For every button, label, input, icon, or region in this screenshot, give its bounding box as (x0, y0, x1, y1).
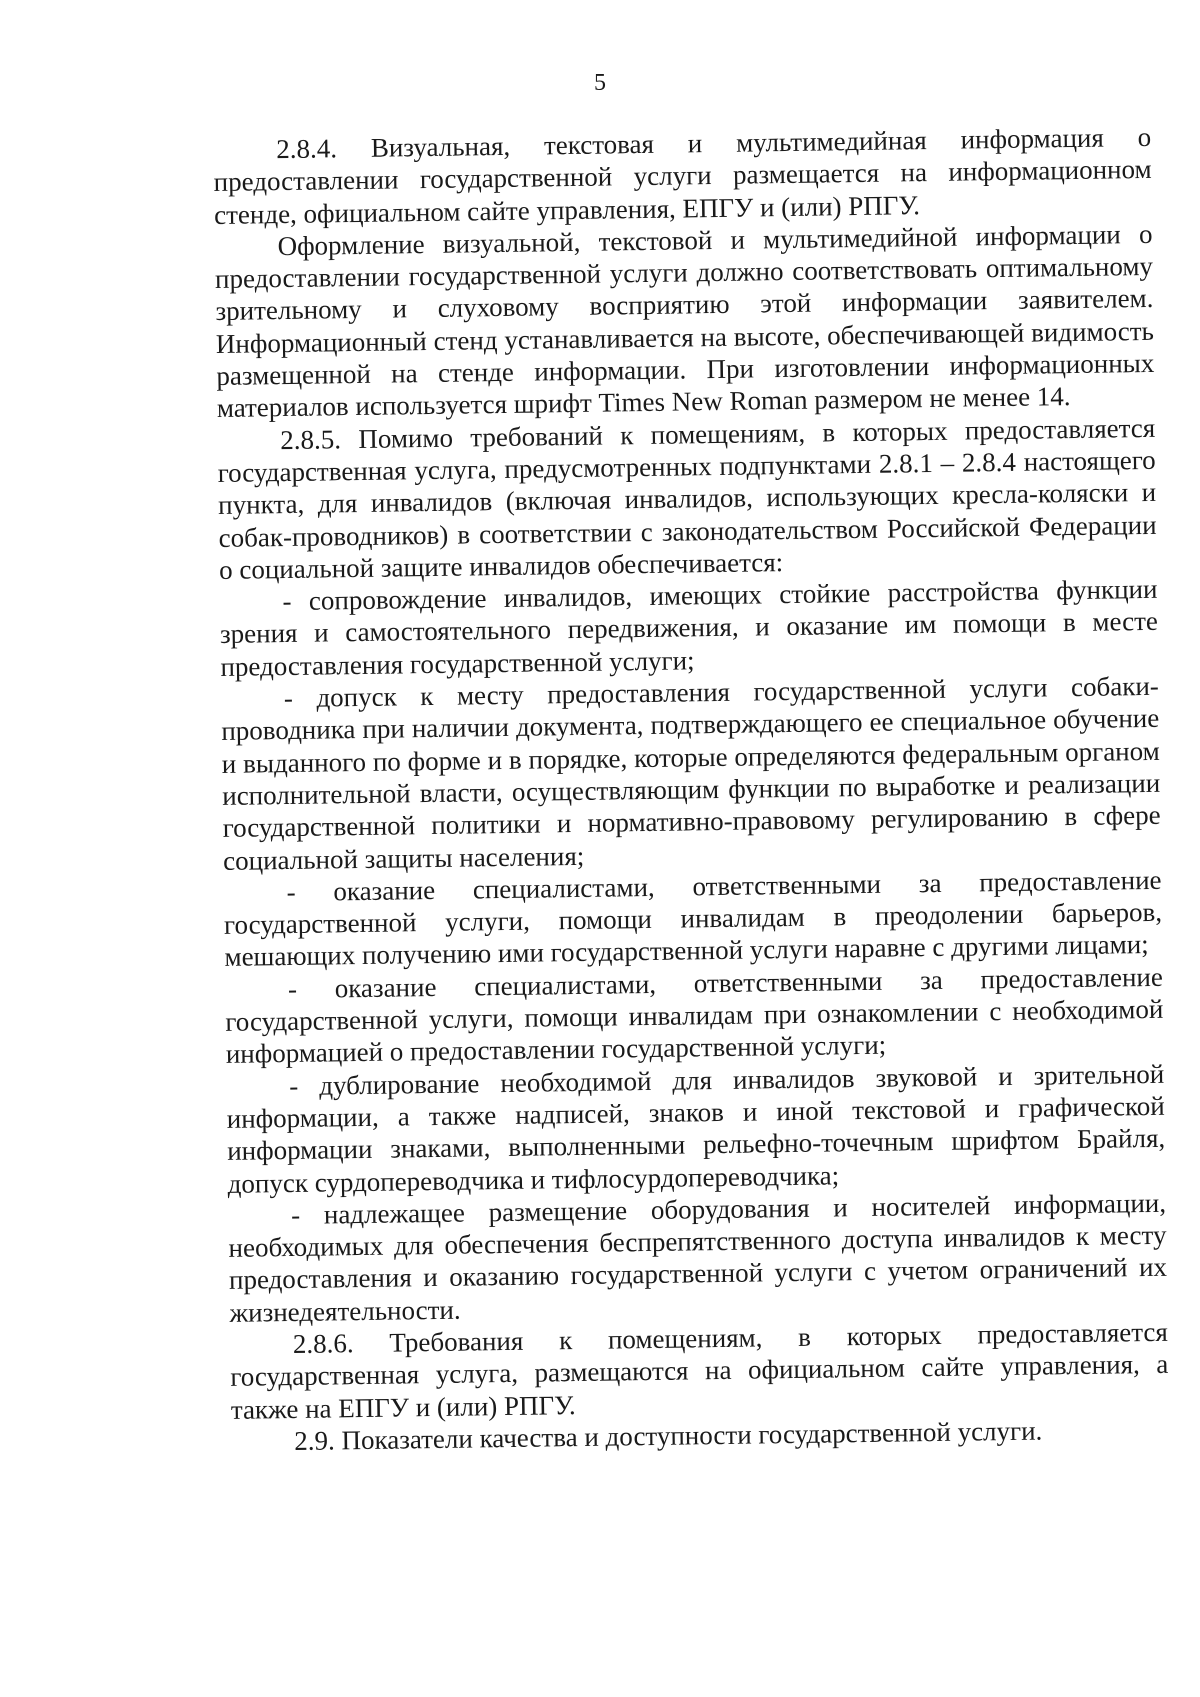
paragraph-2-8-6: 2.8.6. Требования к помещениям, в которых предоставляется государственная услуга, размещаются на официальном сайте управления, а также на ЕПГУ и (или) РПГУ. (230, 1316, 1169, 1425)
paragraph-2-9: 2.9. Показатели качества и доступности государственной услуги. (294, 1415, 1043, 1456)
list-item-braille: - дублирование необходимой для инвалидов звуковой и зрительной информации, а также надписей, знаков и иной текстовой и графической информации знаками, выполненными рельефно-точечным шрифтом Брайля, допуск сурдопереводчика и тифлосурдопереводчика; (226, 1058, 1166, 1199)
list-item-information-help: - оказание специалистами, ответственными за предоставление государственной услуги, помощи инвалидам при ознакомлении с необходимой информацией о предоставлении государственной услуги; (225, 961, 1164, 1070)
list-item-guide-dog: - допуск к месту предоставления государственной услуги собаки-проводника при наличии документа, подтверждающего ее специальное обучение и выданного по форме и в порядке, которые определяются федеральным органом исполнительной власти, осуществляющим функции по выработке и реализации государственной политики и нормативно-правовому регулированию в сфере социальной защиты населения; (221, 670, 1161, 876)
document-body (213, 121, 1169, 1458)
paragraph-2-8-5: 2.8.5. Помимо требований к помещениям, в которых предоставляется государственная услуга, предусмотренных подпунктами 2.8.1 – 2.8.4 настоящего пункта, для инвалидов (включая инвалидов, использующих кресла-коляски и собак-проводников) в соответствии с законодательством Российской Федерации о социальной защите инвалидов обеспечивается: (217, 412, 1157, 585)
list-item-escort: - сопровождение инвалидов, имеющих стойкие расстройства функции зрения и самостоятельного передвижения, и оказание им помощи в месте предоставления государственной услуги; (219, 574, 1159, 682)
list-item-equipment: - надлежащее размещение оборудования и носителей информации, необходимых для обеспечения беспрепятственного доступа инвалидов к месту предоставления и оказанию государственной услуги с учетом ограничений их жизнедеятельности. (228, 1187, 1168, 1328)
page-number: 5 (594, 70, 606, 96)
paragraph-design-requirements: Оформление визуальной, текстовой и мультимедийной информации о предоставлении государственной услуги должно соответствовать оптимальному зрительному и слуховому восприятию этой информации заявителем. Информационный стенд устанавливается на высоте, обеспечивающей видимость размещенной на стенде информации. При изготовлении информационных материалов используется шрифт Times New Roman размером не менее 14. (214, 218, 1155, 424)
paragraph-2-8-4: 2.8.4. Визуальная, текстовая и мультимедийная информация о предоставлении государственной услуги размещается на информационном стенде, официальном сайте управления, ЕПГУ и (или) РПГУ. (213, 121, 1152, 230)
list-item-barrier-help: - оказание специалистами, ответственными за предоставление государственной услуги, помощи инвалидам в преодолении барьеров, мешающих получению ими государственной услуги наравне с другими лицами; (223, 864, 1163, 973)
